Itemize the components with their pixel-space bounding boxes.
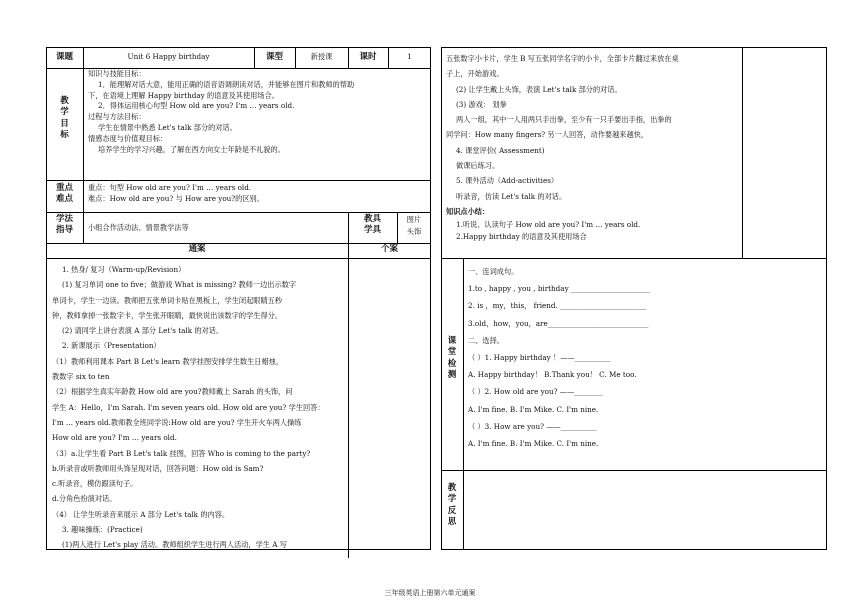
method-content: 小组合作活动法、情景教学法等 <box>88 223 189 232</box>
goals-label: 教 学 目 标 <box>60 96 69 141</box>
keypoints-label: 重点 难点 <box>55 183 73 205</box>
type-label: 课型 <box>265 52 283 62</box>
course-title: Unit 6 Happy birthday <box>127 52 210 61</box>
classroom-test-label: 课 堂 检 测 <box>447 336 457 381</box>
knowledge-summary: 知识点小结： 1.听说、认读句子 How old are you? I'm … years old. 2.Happy birthday 的语意及其使用场合 <box>446 207 641 241</box>
common-plan-content: 1. 热身/ 复习（Warm-up/Revision） (1) 复习单词 one to five；做游戏 What is missing? 教师一边出示数字 单词卡，学生一边读。教师把五张单词卡贴在黑板上，学生闭起眼睛五秒 钟，教师拿掉一张数字卡，学生张开眼睛，最快说出该数字的学生得分。 (2) 请同学上讲台表演 A 部分 Let's talk 的对话。 2. 新课展示（Presentation） （1）教师利用课本 Part B Let's learn 教学挂图安排学生数生日蜡烛， 教数字 six to ten （2）根据学生真实年龄教 How old are you?教师戴上 Sarah 的头饰，问 学生 A：Hello，I'm Sarah. I'm seven years old. How old are you? 学生回答： I'm … years old.教师教全班同学说:How old are you? 学生开火车两人操练 How old are you? I'm … years old. （3）a.让学生看 Part B Let's talk 挂图，回答 Who is coming to the party? b.听录音或听教师用头饰呈现对话，回答问题：How old is Sam? c.听录音，模仿跟读句子。 d.分角色扮演对话。 （4） 让学生听录音来展示 A 部分 Let's talk 的内容。 3. 趣味操练：(Practice) (1)两人进行 Let's play 活动。教师组织学生进行两人活动，学生 A 写 <box>52 265 325 550</box>
page-footer: 三年级英语上册第六单元通案 <box>384 589 476 597</box>
period-value: 1 <box>407 52 412 61</box>
common-plan-header: 通案 <box>188 244 206 254</box>
classroom-test-content: 一、连词成句。 1.to , happy , you , birthday ______________________ 2. is ，my，this， friend. ________________________ 3.old，how，you，are____________________________ 二、选择。 （ ）1. Happy birthday ！——__________ A. Happy birthday！ B.Thank you！ C. Me too. （ ）2. How old are you? ——________ A. I'm fine. B. I'm Mike. C. I'm nine. （ ）3. How are you? ——__________ A. I'm fine. B. I'm Mike. C. I'm nine. <box>468 267 650 449</box>
period-label: 课时 <box>359 52 377 62</box>
method-label: 学法 指导 <box>55 214 73 236</box>
course-label: 课题 <box>55 52 73 62</box>
goals-content: 知识与技能目标： 1．能理解对话大意，能用正确的语音语调朗读对话，并能够在图片和教师的帮助 下，在语境上理解 Happy birthday 的语意及其使用场合。 2．得体运用核心句型 How old are you? I'm … years old. 过程与方法目标： 学生在情景中熟悉 Let's talk 部分的对话。 情感态度与价值观目标： 培养学生的学习兴趣，了解在西方向女士年龄是不礼貌的。 <box>88 69 355 154</box>
tools-label: 教具 学具 <box>363 214 381 236</box>
type-value: 新授课 <box>310 52 333 61</box>
personal-plan-header: 个案 <box>380 244 398 254</box>
plan-continuation: 五张数字小卡片，学生 B 写五张同学名字的小卡，全部卡片翻过来放在桌 子上，开始游戏。 (2) 让学生戴上头饰，表演 Let's talk 部分的对话。 (3) 游戏： 划拳 两人一组，其中一人用两只手出拳，至少有一只手要出手指，出拳的 同学问：How many fingers? 另一人回答，动作要越来越快， 4. 课堂评价( Assessment) 做课后练习。 5. 课外活动（Add-activities） 听录音，仿读 Let's talk 的对话。 <box>446 54 679 201</box>
keypoints-content: 重点：句型 How old are you? I'm … years old. 难点：How old are you? 与 How are you?的区别。 <box>88 183 264 203</box>
teaching-reflection-label: 教 学 反 思 <box>447 483 457 528</box>
tools-content: 图片 头饰 <box>406 215 422 236</box>
